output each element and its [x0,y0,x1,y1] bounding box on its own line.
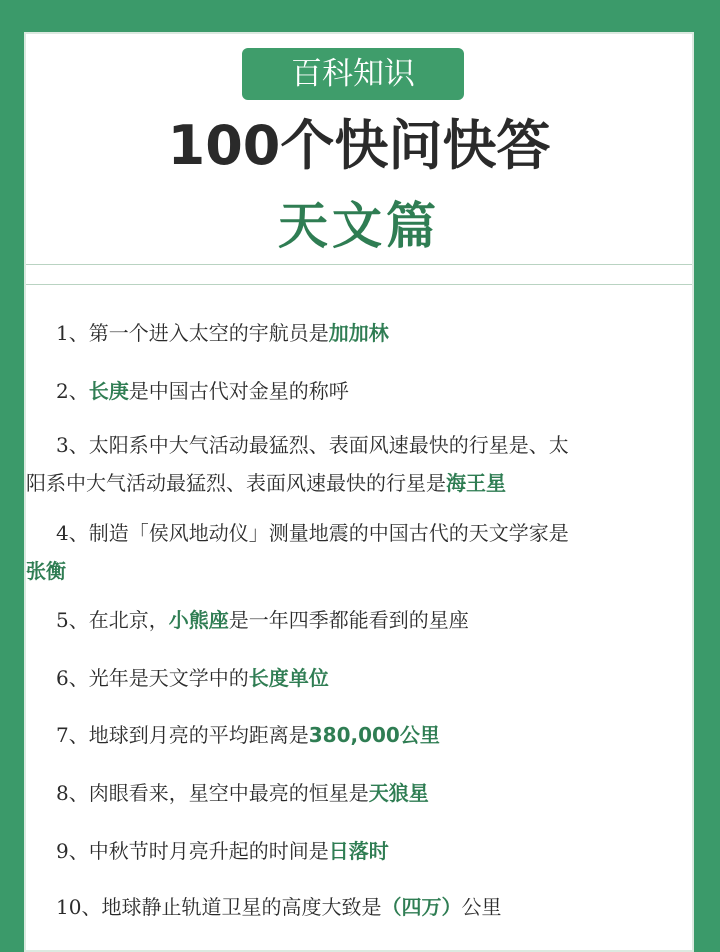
item-text: 中秋节时月亮升起的时间是 [88,839,329,863]
item-answer: 日落时 [328,839,389,863]
list-item-6 [56,659,678,697]
list-item-2 [56,372,678,410]
item-number: 4、 [56,521,89,545]
list-item-8 [56,774,678,812]
item-number: 9、 [56,839,89,863]
item-text: 光年是天文学中的 [88,666,249,690]
item-text: 是中国古代对金星的称呼 [128,379,349,403]
page-subtitle: 天文篇 [278,197,440,255]
list-item-7 [56,716,678,754]
item-answer: 海王星 [446,471,506,495]
list-item-1 [56,314,678,352]
item-answer: 长庚 [88,379,129,403]
item-number: 3、 [56,433,89,457]
item-number: 7、 [56,723,89,747]
item-answer: 张衡 [26,559,66,583]
item-text: 是一年四季都能看到的星座 [228,608,469,632]
item-answer: 加加林 [328,321,389,345]
divider-bottom [26,284,692,285]
item-text: 肉眼看来，星空中最亮的恒星是 [88,781,369,805]
item-number: 6、 [56,666,89,690]
content-card [24,32,694,952]
item-text: 太阳系中大气活动最猛烈、表面风速最快的行星是、太 [88,433,569,457]
list-item-4 [26,514,678,590]
category-badge: 百科知识 [242,48,464,100]
item-text: 地球静止轨道卫星的高度大致是 [101,895,382,919]
item-number: 8、 [56,781,89,805]
item-text-cont: 阳系中大气活动最猛烈、表面风速最快的行星是 [26,471,446,495]
list-item-5 [56,601,678,639]
item-text: 第一个进入太空的宇航员是 [88,321,329,345]
item-text: 在北京， [88,608,169,632]
item-number: 2、 [56,379,89,403]
item-number: 1、 [56,321,89,345]
list-item-9 [56,832,678,870]
item-text: 制造「侯风地动仪」测量地震的中国古代的天文学家是 [88,521,569,545]
divider-top [26,264,692,265]
item-number: 10、 [56,895,102,919]
item-answer: （四万） [381,895,462,919]
list-item-3 [26,426,678,502]
item-number: 5、 [56,608,89,632]
item-text: 公里 [461,895,502,919]
item-answer: 380,000公里 [308,723,440,747]
page-title: 100个快问快答 [167,114,551,177]
header [26,34,692,266]
item-text: 地球到月亮的平均距离是 [88,723,309,747]
item-answer: 长度单位 [248,666,329,690]
item-answer: 小熊座 [168,608,229,632]
list-item-10 [56,888,678,926]
item-answer: 天狼星 [368,781,429,805]
